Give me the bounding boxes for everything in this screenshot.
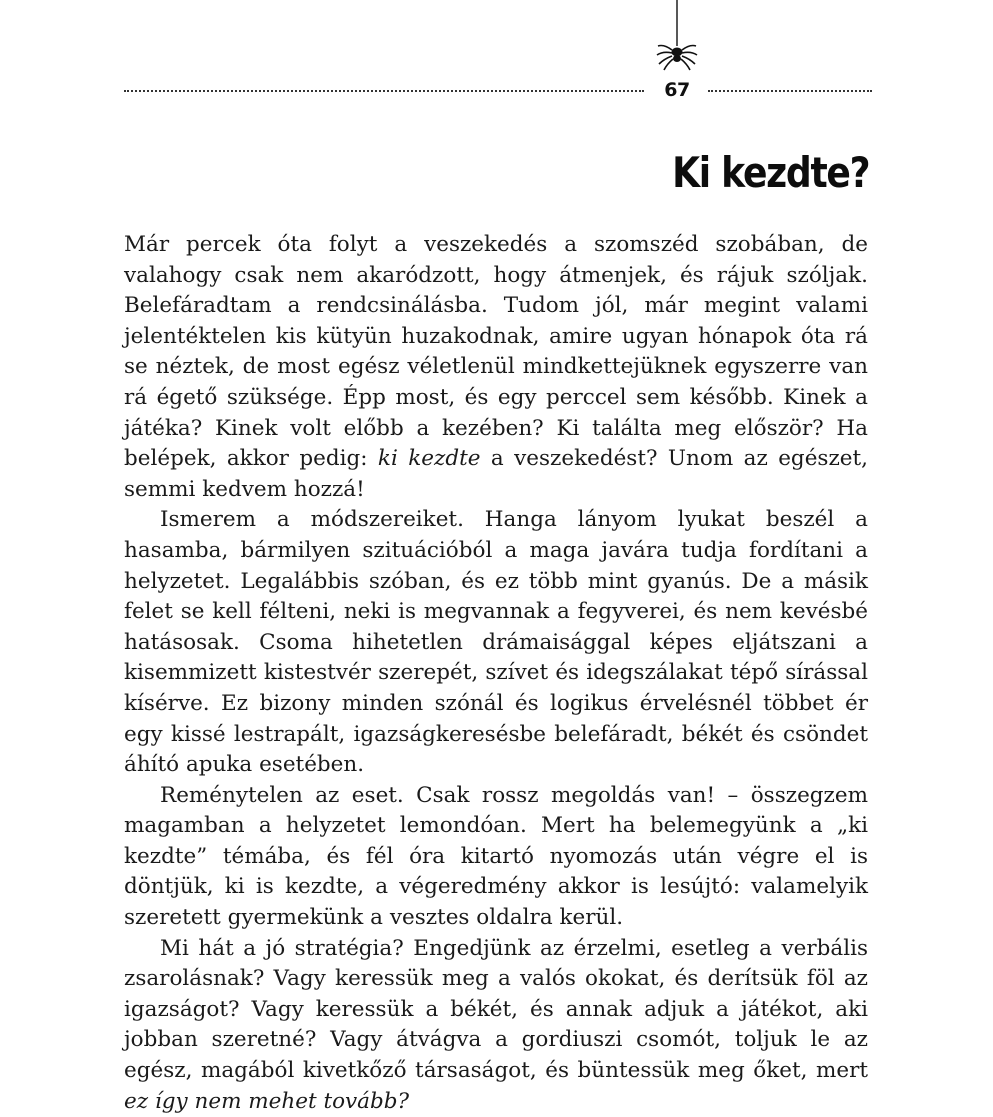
- paragraph-3: Reménytelen az eset. Csak rossz megoldás van! – összegzem magamban a helyzetet lemondóan. Mert ha belemegyünk a „ki kezdte” témába, és fél óra kitartó nyomozás után végre el is döntjük, ki is kezdte, a végeredmény akkor is lesújtó: valamelyik szeretett gyermekünk a vesztes oldalra kerül.: [124, 782, 868, 931]
- page-header: [124, 0, 872, 110]
- chapter-title: Ki kezdte?: [671, 148, 869, 197]
- spider-icon: [654, 0, 700, 72]
- dotted-rule-right: [708, 90, 872, 92]
- paragraph-1-text: Már percek óta folyt a veszekedés a szomszéd szobában, de valahogy csak nem akaródzott, hogy átmenjek, és rájuk szóljak. Belefáradtam a rendcsinálásba. Tudom jól, már megint valami jelentéktelen kis kütyün huzakodnak, amire ugyan hónapok óta rá se néztek, de most egész véletlenül mindkettejüknek egyszerre van rá égető szüksége. Épp most, és egy perccel sem később. Kinek a játéka? Kinek volt előbb a kezében? Ki találta meg először? Ha belépek, akkor pedig:: [124, 232, 868, 472]
- paragraph-4-text: Mi hát a jó stratégia? Engedjünk az érzelmi, esetleg a verbális zsarolásnak? Vagy keressük meg a valós okokat, és derítsük föl az igazságot? Vagy keressük a békét, és annak adjuk a játékot, aki jobban szeretné? Vagy átvágva a gordiuszi csomót, toljuk le az egész, magából kivetkőző társaságot, és büntessük meg őket, mert: [124, 935, 868, 1084]
- paragraph-1-text-end: a veszekedést? Unom az egészet, semmi kedvem hozzá!: [124, 446, 868, 502]
- paragraph-4: [124, 934, 868, 1117]
- paragraph-1-emphasis: ki kezdte: [377, 446, 481, 472]
- page-number: 67: [664, 79, 690, 101]
- paragraph-2: Ismerem a módszereiket. Hanga lányom lyukat beszél a hasamba, bármilyen szituációból a maga javára tudja fordítani a helyzetet. Legalábbis szóban, és ez több mint gyanús. De a másik felet se kell félteni, neki is megvannak a fegyverei, és nem kevésbé hatásosak. Csoma hihetetlen drámaisággal képes eljátszani a kisemmizett kistestvér szerepét, szívet és idegszálakat tépő sírással kísérve. Ez bizony minden szónál és logikus érvelésnél többet ér egy kissé lestrapált, igazságkeresésbe belefáradt, békét és csöndet áhító apuka esetében.: [124, 507, 868, 778]
- paragraph-4-emphasis: ez így nem mehet tovább?: [124, 1088, 410, 1114]
- paragraph-1: [124, 230, 868, 505]
- dotted-rule-left: [124, 90, 644, 92]
- chapter-body: [124, 230, 868, 1117]
